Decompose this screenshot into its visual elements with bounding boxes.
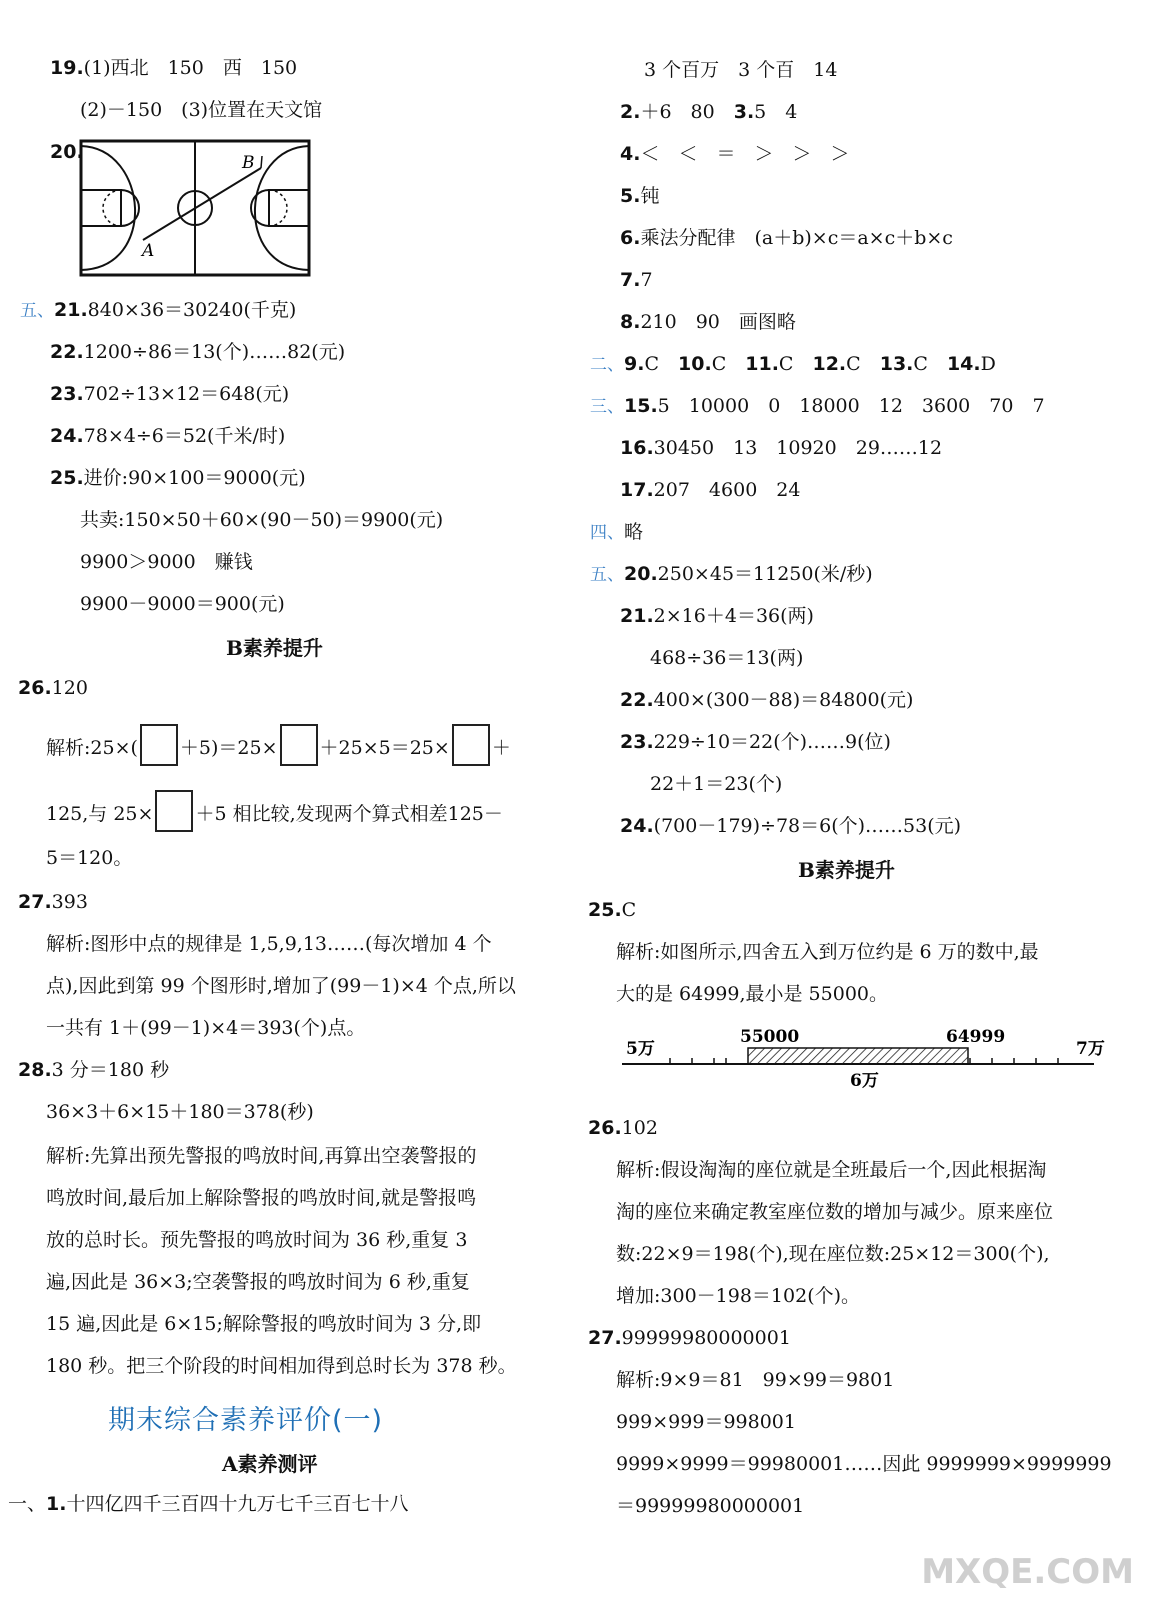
q5-line: 5.钝 [620, 185, 660, 207]
q6-line: 6.乘法分配律 (a＋b)×c＝a×c＋b×c [620, 227, 953, 249]
q26-analysis-right-1: 解析:假设淘淘的座位就是全班最后一个,因此根据淘 [616, 1159, 1047, 1181]
q28-analysis-1: 解析:先算出预先警报的鸣放时间,再算出空袭警报的 [46, 1145, 477, 1167]
q26-analysis-3: 5＝120。 [46, 847, 133, 869]
q25-line-2: 共卖:150×50＋60×(90－50)＝9900(元) [80, 509, 444, 531]
a-heading: A素养测评 [222, 1452, 318, 1476]
numberline-start-label: 55000 [740, 1027, 800, 1047]
q25-analysis-2: 大的是 64999,最小是 55000。 [616, 983, 889, 1005]
number-line-diagram [614, 1020, 1114, 1096]
q27-analysis-2: 点),因此到第 99 个图形时,增加了(99－1)×4 个点,所以 [46, 975, 516, 997]
q22-line: 22.1200÷86＝13(个)……82(元) [50, 341, 346, 363]
final-exam-title: 期末综合素养评价(一) [108, 1405, 384, 1436]
q27-line: 27.393 [18, 891, 88, 913]
basketball-court-diagram [78, 138, 312, 280]
q21-line-2-right: 468÷36＝13(两) [650, 647, 804, 669]
q21-line: 五、21.840×36＝30240(千克) [20, 299, 297, 321]
q28-line-2: 36×3＋6×15＋180＝378(秒) [46, 1101, 314, 1123]
blank-box [452, 724, 490, 766]
numberline-right-label: 7万 [1076, 1039, 1105, 1059]
q25-line-right: 25.C [588, 899, 637, 921]
q26-analysis-2: 125,与 25× ＋5 相比较,发现两个算式相差125－ [46, 794, 503, 836]
q24-line: 24.78×4÷6＝52(千米/时) [50, 425, 286, 447]
q27-analysis-right-3: 9999×9999＝99980001……因此 9999999×9999999 [616, 1453, 1112, 1475]
blank-box [155, 790, 193, 832]
q26-analysis-right-4: 增加:300－198＝102(个)。 [616, 1285, 861, 1307]
q26-analysis-right-3: 数:22×9＝198(个),现在座位数:25×12＝300(个), [616, 1243, 1050, 1265]
blank-box [140, 724, 178, 766]
watermark: MXQE.COM [921, 1552, 1134, 1592]
numberline-center-label: 6万 [850, 1071, 879, 1091]
r-line-0: 3 个百万 3 个百 14 [644, 59, 838, 81]
q25-analysis-1: 解析:如图所示,四舍五入到万位约是 6 万的数中,最 [616, 941, 1039, 963]
blank-box [280, 724, 318, 766]
q24-line-right: 24.(700－179)÷78＝6(个)……53(元) [620, 815, 962, 837]
q27-analysis-right-1: 解析:9×9＝81 99×99＝9801 [616, 1369, 895, 1391]
q27-analysis-3: 一共有 1＋(99－1)×4＝393(个)点。 [46, 1017, 366, 1039]
q25-line-4: 9900－9000＝900(元) [80, 593, 285, 615]
q23-line-2-right: 22＋1＝23(个) [650, 773, 783, 795]
q23-line-right: 23.229÷10＝22(个)……9(位) [620, 731, 891, 753]
q8-line: 8.210 90 画图略 [620, 311, 796, 333]
q19-line-2: (2)－150 (3)位置在天文馆 [80, 99, 323, 121]
q20-number: 20. [50, 141, 84, 163]
q28-analysis-4: 遍,因此是 36×3;空袭警报的鸣放时间为 6 秒,重复 [46, 1271, 470, 1293]
q28-line: 28.3 分＝180 秒 [18, 1059, 170, 1081]
q28-analysis-2: 鸣放时间,最后加上解除警报的鸣放时间,就是警报鸣 [46, 1187, 477, 1209]
q28-analysis-6: 180 秒。把三个阶段的时间相加得到总时长为 378 秒。 [46, 1355, 517, 1377]
q2-q3-line: 2.＋6 80 3.5 4 [620, 101, 798, 123]
q17-line: 17.207 4600 24 [620, 479, 801, 501]
numberline-left-label: 5万 [626, 1039, 655, 1059]
q26-line: 26.120 [18, 677, 88, 699]
q27-line-right: 27.99999980000001 [588, 1327, 791, 1349]
q27-analysis-1: 解析:图形中点的规律是 1,5,9,13……(每次增加 4 个 [46, 933, 492, 955]
q21-line-right: 21.2×16＋4＝36(两) [620, 605, 814, 627]
q25-line: 25.进价:90×100＝9000(元) [50, 467, 306, 489]
q16-line: 16.30450 13 10920 29……12 [620, 437, 943, 459]
q26-analysis-1: 解析:25×( ＋5)＝25× ＋25×5＝25× ＋ [46, 728, 511, 770]
sec4-line: 四、略 [590, 521, 644, 543]
q7-line: 7.7 [620, 269, 653, 291]
q28-analysis-5: 15 遍,因此是 6×15;解除警报的鸣放时间为 3 分,即 [46, 1313, 482, 1335]
q15-line: 三、15.5 10000 0 18000 12 3600 70 7 [590, 395, 1045, 417]
q22-line-right: 22.400×(300－88)＝84800(元) [620, 689, 914, 711]
q9-q14-line: 二、9.C 10.C 11.C 12.C 13.C 14.D [590, 353, 996, 375]
q27-analysis-right-2: 999×999＝998001 [616, 1411, 796, 1433]
q20-line-right: 五、20.250×45＝11250(米/秒) [590, 563, 873, 585]
q1-line: 一、1.十四亿四千三百四十九万七千三百七十八 [8, 1493, 409, 1515]
b-heading-left: B素养提升 [226, 636, 323, 660]
q26-line-right: 26.102 [588, 1117, 658, 1139]
q23-line: 23.702÷13×12＝648(元) [50, 383, 290, 405]
q26-analysis-right-2: 淘的座位来确定教室座位数的增加与减少。原来座位 [616, 1201, 1054, 1223]
b-heading-right: B素养提升 [798, 858, 895, 882]
point-a-label: A [142, 241, 155, 261]
q25-line-3: 9900＞9000 赚钱 [80, 551, 253, 573]
q28-analysis-3: 放的总时长。预先警报的鸣放时间为 36 秒,重复 3 [46, 1229, 468, 1251]
q4-line: 4.＜ ＜ ＝ ＞ ＞ ＞ [620, 143, 850, 165]
q19-line-1: 19.(1)西北 150 西 150 [50, 57, 298, 79]
numberline-end-label: 64999 [946, 1027, 1006, 1047]
point-b-label: B [242, 153, 255, 173]
q27-analysis-right-4: ＝99999980000001 [616, 1495, 805, 1517]
